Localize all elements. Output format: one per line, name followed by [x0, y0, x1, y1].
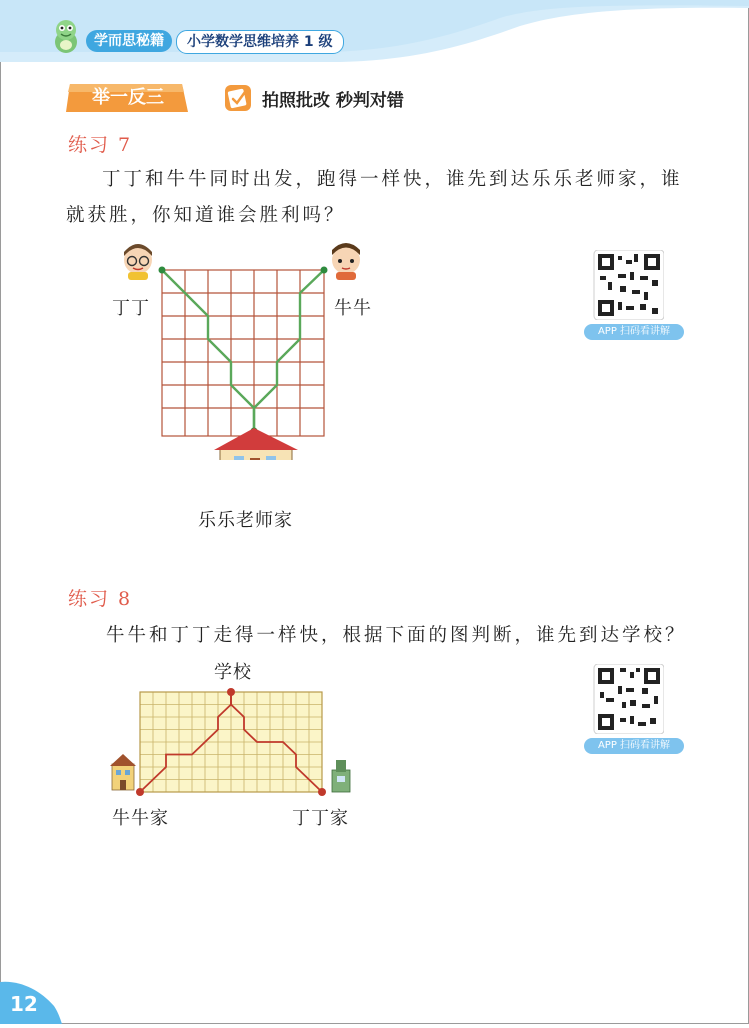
qr-code-icon — [584, 664, 664, 734]
qr-caption-7: APP 扫码看讲解 — [584, 324, 684, 340]
dingding-home-dot — [318, 788, 326, 796]
school-dot — [227, 688, 235, 696]
section-tab-label: 举一反三 — [92, 87, 164, 108]
niuniu-label: 牛牛 — [334, 298, 372, 319]
photo-grading-text: 拍照批改 秒判对错 — [262, 91, 404, 111]
niuniu-start-dot — [321, 267, 328, 274]
school-label: 学校 — [214, 662, 252, 683]
qr-code-icon — [584, 250, 664, 320]
exercise-8-title: 练习 8 — [68, 588, 133, 610]
dingding-avatar — [124, 244, 152, 280]
camera-check-icon[interactable] — [224, 84, 252, 112]
dingding-home-icon — [332, 760, 350, 792]
dingding-home-label: 丁丁家 — [292, 808, 349, 829]
niuniu-avatar — [332, 243, 360, 280]
niuniu-home-dot — [136, 788, 144, 796]
page-number: 12 — [10, 992, 38, 1016]
book-title: 小学数学思维培养 1 级 — [176, 30, 344, 54]
exercise-7-grid-figure — [108, 240, 378, 460]
section-tab — [66, 82, 190, 114]
series-badge: 学而思秘籍 — [86, 30, 172, 52]
teacher-home-label: 乐乐老师家 — [198, 510, 293, 531]
exercise-7-line-2: 就获胜，你知道谁会胜利吗？ — [66, 205, 346, 226]
page-number-badge — [0, 976, 62, 1024]
qr-caption-8: APP 扫码看讲解 — [584, 738, 684, 754]
qr-code-7[interactable] — [584, 250, 671, 350]
exercise-7-title: 练习 7 — [68, 134, 133, 156]
exercise-8-grid-figure — [108, 686, 368, 798]
qr-code-8[interactable] — [584, 664, 671, 764]
niuniu-home-icon — [110, 754, 136, 790]
niuniu-home-label: 牛牛家 — [112, 808, 169, 829]
mascot-icon — [52, 18, 80, 54]
dingding-label: 丁丁 — [112, 298, 150, 319]
dingding-start-dot — [159, 267, 166, 274]
exercise-8-line-1: 牛牛和丁丁走得一样快，根据下面的图判断，谁先到达学校？ — [106, 625, 687, 646]
exercise-7-line-1: 丁丁和牛牛同时出发，跑得一样快，谁先到达乐乐老师家，谁 — [102, 169, 683, 190]
